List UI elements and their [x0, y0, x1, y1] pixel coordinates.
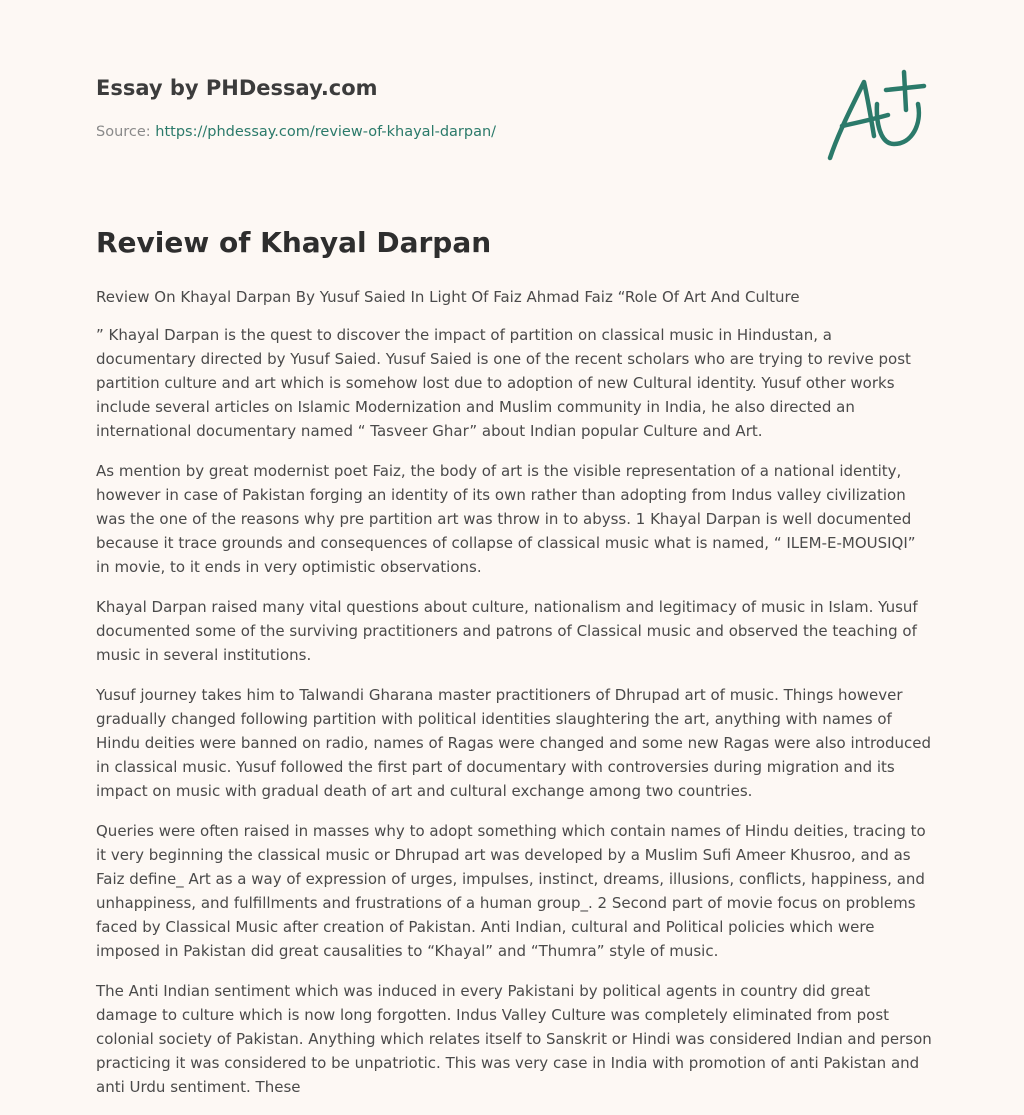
article-subtitle: Review On Khayal Darpan By Yusuf Saied In Light Of Faiz Ahmad Faiz “Role Of Art And Culture [96, 288, 800, 306]
a-plus-logo-icon [818, 66, 930, 166]
paragraph: Khayal Darpan raised many vital questions about culture, nationalism and legitimacy of music in Islam. Yusuf documented some of the surviving practitioners and patrons of Classical music and observed the teaching of music in several institutions. [96, 598, 918, 664]
article-body [96, 285, 932, 1115]
site-brand: Essay by PHDessay.com [96, 76, 378, 100]
paragraph: Queries were often raised in masses why to adopt something which contain names of Hindu deities, tracing to it very beginning the classical music or Dhrupad art was developed by a Muslim Sufi Ameer Khusroo, and as Faiz define_ Art as a way of expression of urges, impulses, instinct, dreams, illusions, conflicts, happiness, and unhappiness, and fulfillments and frustrations of a human group_. 2 Second part of movie focus on problems faced by Classical Music after creation of Pakistan. Anti Indian, cultural and Political policies which were imposed in Pakistan did great causalities to “Khayal” and “Thumra” style of music. [96, 822, 926, 960]
page-title: Review of Khayal Darpan [96, 226, 492, 259]
paragraph: As mention by great modernist poet Faiz, the body of art is the visible representation of a national identity, however in case of Pakistan forging an identity of its own rather than adopting from Indus valley civilization was the one of the reasons why pre partition art was throw in to abyss. 1 Khayal Darpan is well documented because it trace grounds and consequences of collapse of classical music what is named, “ ILEM-E-MOUSIQI” in movie, to it ends in very optimistic observations. [96, 462, 916, 576]
source-line [96, 124, 496, 140]
paragraph: ” Khayal Darpan is the quest to discover the impact of partition on classical music in Hindustan, a documentary directed by Yusuf Saied. Yusuf Saied is one of the recent scholars who are trying to revive post partition culture and art which is somehow lost due to adoption of new Cultural identity. Yusuf other works include several articles on Islamic Modernization and Muslim community in India, he also directed an international documentary named “ Tasveer Ghar” about Indian popular Culture and Art. [96, 326, 911, 440]
paragraph: Yusuf journey takes him to Talwandi Gharana master practitioners of Dhrupad art of music. Things however gradually changed following partition with political identities slaughtering the art, anything with names of Hindu deities were banned on radio, names of Ragas were changed and some new Ragas were also introduced in classical music. Yusuf followed the first part of documentary with controversies during migration and its impact on music with gradual death of art and cultural exchange among two countries. [96, 686, 932, 800]
source-label: Source: [96, 124, 151, 140]
source-link[interactable]: https://phdessay.com/review-of-khayal-darpan/ [155, 124, 497, 140]
paragraph: The Anti Indian sentiment which was induced in every Pakistani by political agents in country did great damage to culture which is now long forgotten. Indus Valley Culture was completely eliminated from post colonial society of Pakistan. Anything which relates itself to Sanskrit or Hindi was considered Indian and person practicing it was considered to be unpatriotic. This was very case in India with promotion of anti Pakistan and anti Urdu sentiment. These [96, 982, 932, 1096]
